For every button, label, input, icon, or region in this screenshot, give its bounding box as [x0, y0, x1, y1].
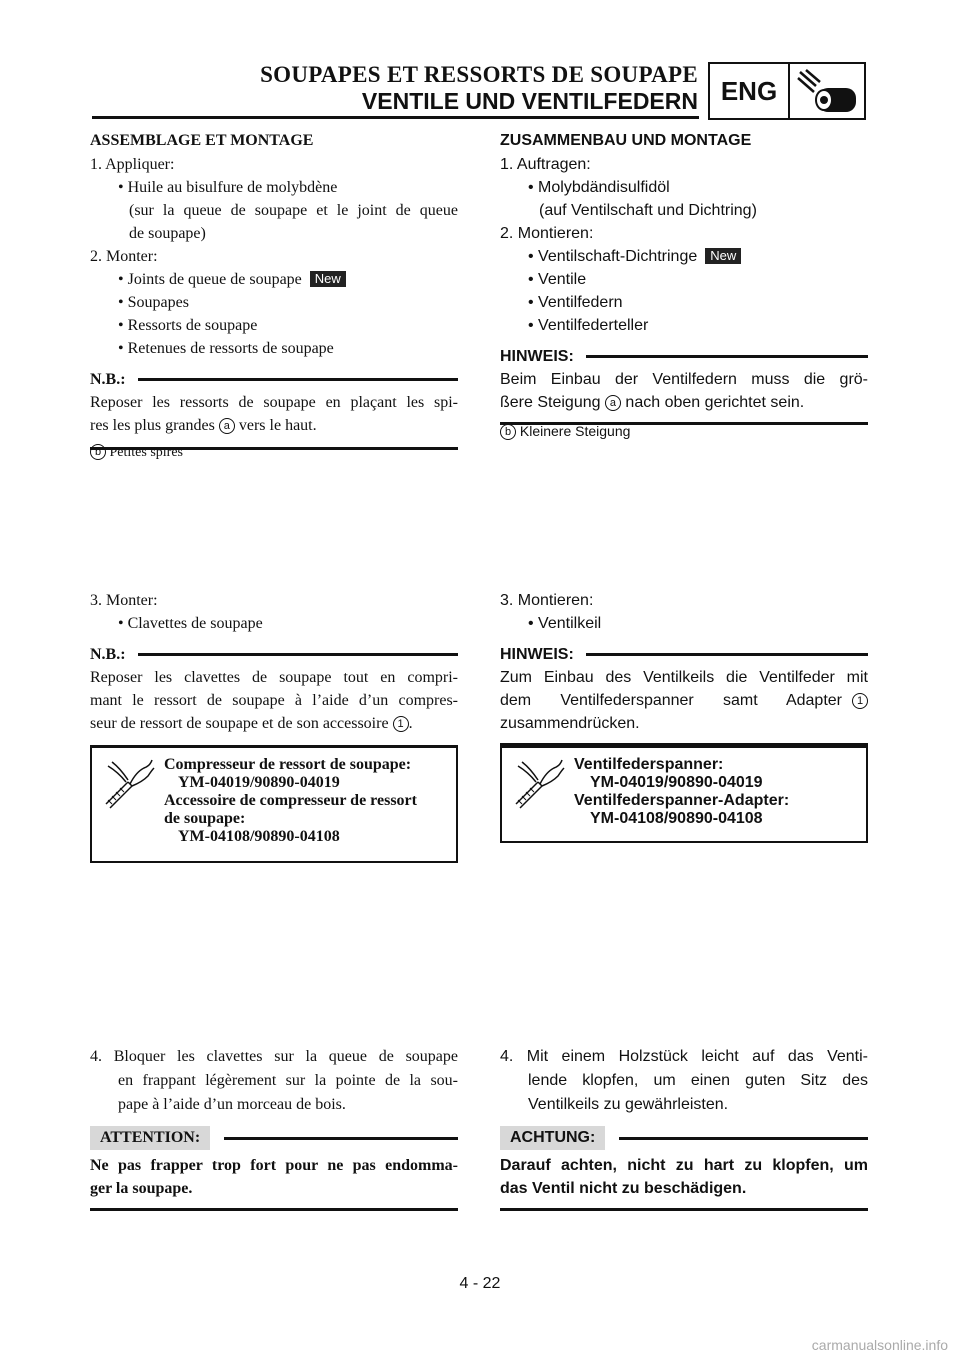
page-title-french: SOUPAPES ET RESSORTS DE SOUPAPE	[260, 62, 698, 87]
page-number: 4 - 22	[459, 1275, 501, 1292]
tool-name: Compresseur de ressort de soupape:	[164, 756, 412, 773]
step-4-line-1: 4. Bloquer les clavettes sur la queue de soupape	[90, 1048, 458, 1065]
page-title-german: VENTILE UND VENTILFEDERN	[361, 88, 698, 114]
special-tool-icon	[98, 754, 156, 812]
step-4-line-2: lende klopfen, um einen guten Sitz des	[528, 1072, 868, 1089]
note-2-line-2: mant le ressort de soupape à l’aide d’un compres-	[90, 692, 458, 709]
special-tool-icon	[508, 754, 566, 812]
tool-name: Ventilfederspanner:	[574, 756, 724, 773]
note-1	[500, 345, 868, 425]
caution-line-1: Ne pas frapper trop fort pour ne pas endomma-	[90, 1157, 458, 1174]
caution-label: ACHTUNG:	[500, 1126, 605, 1150]
tool-number: YM-04019/90890-04019	[178, 774, 340, 791]
step-4-line-3: Ventilkeils zu gewährleisten.	[528, 1096, 729, 1113]
caution-line-2: das Ventil nicht zu beschädigen.	[500, 1180, 747, 1197]
caution-line-2: ger la soupape.	[90, 1180, 193, 1197]
note-1	[90, 368, 458, 450]
note-2-line-3: zusammendrücken.	[500, 715, 640, 732]
marker-a: a	[219, 418, 235, 434]
caution-line-1: Darauf achten, nicht zu hart zu klopfen, um	[500, 1157, 868, 1174]
section-heading: ASSEMBLAGE ET MONTAGE	[90, 132, 314, 149]
tool-number: YM-04108/90890-04108	[590, 810, 763, 827]
tool-number: YM-04108/90890-04108	[178, 828, 340, 845]
step-4-line-1: 4. Mit einem Holzstück leicht auf das Venti-	[500, 1048, 868, 1065]
note-2-line-3: seur de ressort de soupape et de son accessoire 1 .	[90, 715, 413, 732]
tool-name: Ventilfederspanner-Adapter:	[574, 792, 790, 809]
step-2-item: • Soupapes	[118, 294, 189, 311]
step-1-detail-1: (sur la queue de soupape et le joint de queue	[129, 202, 458, 219]
step-1-item: • Molybdändisulfidöl	[528, 179, 670, 196]
special-tool-box-german	[500, 746, 868, 843]
step-1: 1. Appliquer:	[90, 156, 175, 173]
step-2-item: • Ventilfederteller	[528, 317, 649, 334]
step-2: 2. Monter:	[90, 248, 158, 265]
engine-piston-icon	[794, 66, 862, 123]
step-1-detail: (auf Ventilschaft und Dichtring)	[539, 202, 757, 219]
marker-a: a	[605, 395, 621, 411]
tool-name: de soupape:	[164, 810, 246, 827]
note-2-line-2: dem Ventilfederspanner samt Adapter 1	[500, 689, 868, 712]
marker-b: b	[500, 424, 516, 440]
figure-legend: b Petites spires	[90, 441, 183, 464]
section-tag: ENG	[710, 64, 790, 118]
step-3: 3. Monter:	[90, 592, 158, 609]
watermark-link[interactable]: carmanualsonline.info	[811, 1337, 948, 1353]
note-2-line-1: Reposer les clavettes de soupape tout en compri-	[90, 669, 458, 686]
step-2-item: • Ressorts de soupape	[118, 317, 258, 334]
figure-legend: b Kleinere Steigung	[500, 420, 630, 443]
step-2-item: • Joints de queue de soupape New	[90, 268, 346, 291]
new-part-badge: New	[310, 271, 346, 287]
tool-list	[574, 756, 789, 828]
step-3: 3. Montieren:	[500, 592, 594, 609]
step-2-item: • Ventilschaft-Dichtringe New	[500, 245, 741, 268]
caution-block	[90, 1126, 458, 1211]
note-1-line-2: ßere Steigung a nach oben gerichtet sein.	[500, 394, 805, 411]
special-tool-box-french	[90, 746, 458, 863]
marker-1: 1	[852, 693, 868, 709]
step-1: 1. Auftragen:	[500, 156, 591, 173]
tool-name: Accessoire de compresseur de ressort	[164, 792, 417, 809]
step-1-detail-2: de soupape)	[129, 225, 206, 242]
marker-1: 1	[393, 716, 409, 732]
step-4-line-3: pape à l’aide d’un morceau de bois.	[118, 1096, 346, 1113]
note-label: HINWEIS:	[500, 348, 574, 365]
note-label: HINWEIS:	[500, 646, 574, 663]
step-1-item: • Huile au bisulfure de molybdène	[118, 179, 338, 196]
caution-label: ATTENTION:	[90, 1126, 210, 1150]
step-3-item: • Ventilkeil	[528, 615, 602, 632]
note-2	[500, 643, 868, 746]
note-label: N.B.:	[90, 371, 126, 388]
step-2-item: • Retenues de ressorts de soupape	[118, 340, 334, 357]
caution-block	[500, 1126, 868, 1211]
note-1-line-1: Beim Einbau der Ventilfedern muss die grö-	[500, 371, 868, 388]
step-2-item: • Ventilfedern	[528, 294, 623, 311]
note-1-line-2: res les plus grandes a vers le haut.	[90, 417, 317, 434]
marker-b: b	[90, 444, 106, 460]
section-heading: ZUSAMMENBAU UND MONTAGE	[500, 132, 752, 149]
note-2-line-1: Zum Einbau des Ventilkeils die Ventilfeder mit	[500, 669, 868, 686]
tool-list	[164, 756, 417, 846]
header-rule	[92, 116, 699, 119]
note-label: N.B.:	[90, 646, 126, 663]
step-2-item: • Ventile	[528, 271, 587, 288]
step-2: 2. Montieren:	[500, 225, 594, 242]
note-1-line-1: Reposer les ressorts de soupape en plaçant les spi-	[90, 394, 458, 411]
new-part-badge: New	[705, 248, 741, 264]
tool-number: YM-04019/90890-04019	[590, 774, 763, 791]
note-2	[90, 643, 458, 748]
step-3-item: • Clavettes de soupape	[118, 615, 263, 632]
section-tab	[708, 62, 866, 120]
step-4-line-2: en frappant légèrement sur la pointe de la sou-	[118, 1072, 458, 1089]
